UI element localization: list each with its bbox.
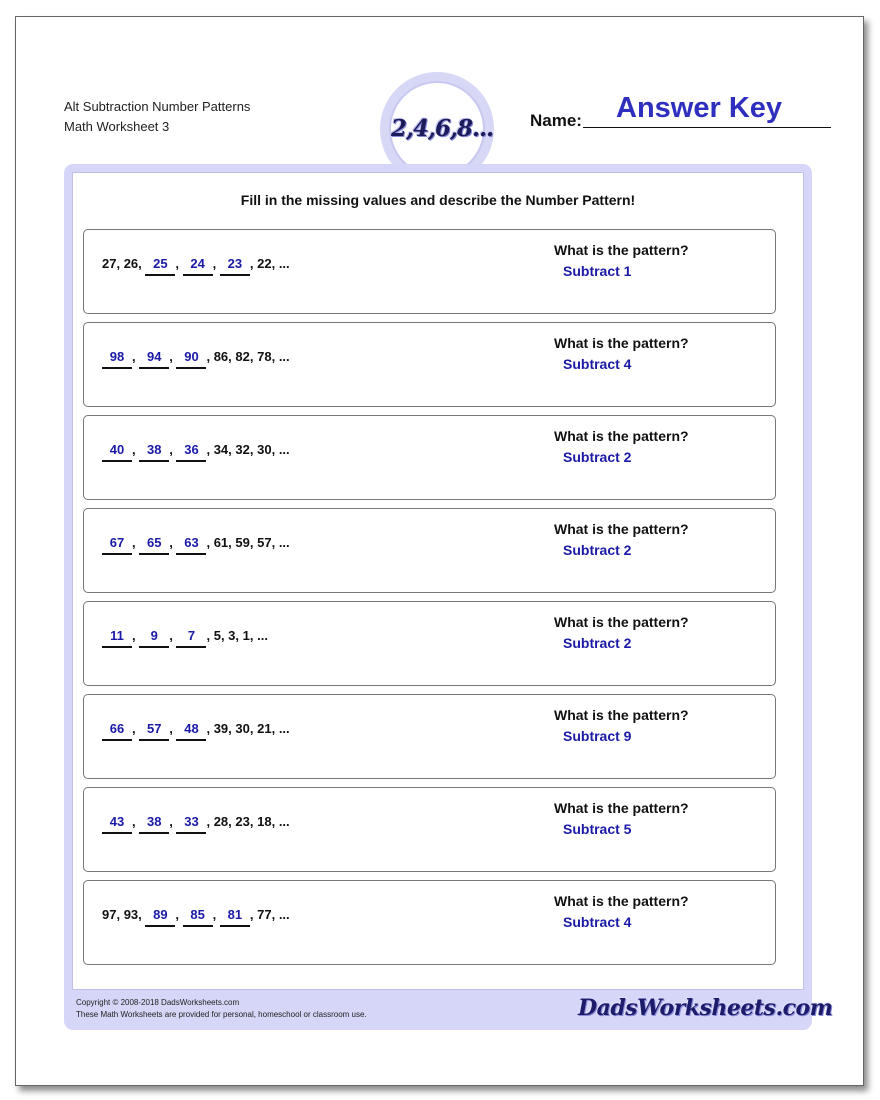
answer-blank[interactable]: 98 (102, 349, 132, 369)
answer-blank[interactable]: 40 (102, 442, 132, 462)
number-sequence: 43 , 38 , 33 , 28, 23, 18, ... (102, 814, 290, 834)
sequence-term: 22 (257, 256, 272, 271)
name-label: Name: (530, 111, 582, 130)
problem-box (83, 880, 776, 965)
sequence-term: 27 (102, 256, 117, 271)
answer-blank[interactable]: 23 (220, 256, 250, 276)
copyright: Copyright © 2008-2018 DadsWorksheets.com (76, 998, 240, 1007)
pattern-question: What is the pattern? (554, 893, 689, 909)
answer-blank[interactable]: 57 (139, 721, 169, 741)
answer-blank[interactable]: 9 (139, 628, 169, 648)
pattern-question: What is the pattern? (554, 428, 689, 444)
pattern-answer[interactable]: Subtract 2 (563, 449, 632, 465)
footer-text (76, 997, 367, 1021)
number-sequence: 66 , 57 , 48 , 39, 30, 21, ... (102, 721, 290, 741)
answer-blank[interactable]: 7 (176, 628, 206, 648)
sequence-term: 3 (228, 628, 236, 643)
number-sequence: 67 , 65 , 63 , 61, 59, 57, ... (102, 535, 290, 555)
answer-blank[interactable]: 81 (220, 907, 250, 927)
answer-blank[interactable]: 38 (139, 442, 169, 462)
sequence-term: 21 (257, 721, 272, 736)
problem-box (83, 322, 776, 407)
usage-notice: These Math Worksheets are provided for personal, homeschool or classroom use. (76, 1010, 367, 1019)
sequence-term: 86 (213, 349, 229, 364)
answer-blank[interactable]: 33 (176, 814, 206, 834)
logo-text: 2,4,6,8... (391, 115, 494, 142)
ellipsis: ... (278, 256, 290, 271)
pattern-answer[interactable]: Subtract 9 (563, 728, 632, 744)
ellipsis: ... (278, 442, 290, 457)
ellipsis: ... (278, 814, 290, 829)
sequence-term: 82 (235, 349, 250, 364)
answer-blank[interactable]: 24 (183, 256, 213, 276)
answer-blank[interactable]: 48 (176, 721, 206, 741)
sequence-term: 39 (213, 721, 229, 736)
sequence-term: 30 (235, 721, 250, 736)
answer-blank[interactable]: 43 (102, 814, 132, 834)
answer-blank[interactable]: 67 (102, 535, 132, 555)
number-sequence: 98 , 94 , 90 , 86, 82, 78, ... (102, 349, 290, 369)
title-line-1: Alt Subtraction Number Patterns (64, 99, 251, 114)
answer-blank[interactable]: 66 (102, 721, 132, 741)
problem-box (83, 601, 776, 686)
sequence-term: 28 (213, 814, 229, 829)
pattern-answer[interactable]: Subtract 2 (563, 635, 632, 651)
answer-key-text: Answer Key (616, 92, 783, 124)
answer-blank[interactable]: 89 (145, 907, 175, 927)
answer-blank[interactable]: 90 (176, 349, 206, 369)
sequence-term: 5 (213, 628, 221, 643)
sequence-term: 78 (257, 349, 272, 364)
instructions: Fill in the missing values and describe the Number Pattern! (240, 192, 636, 208)
sequence-term: 57 (257, 535, 272, 550)
number-sequence: 40 , 38 , 36 , 34, 32, 30, ... (102, 442, 290, 462)
answer-blank[interactable]: 38 (139, 814, 169, 834)
sequence-term: 23 (235, 814, 250, 829)
sequence-term: 61 (213, 535, 229, 550)
dadsworksheets-logo: DadsWorksheets.com (578, 995, 833, 1021)
pattern-question: What is the pattern? (554, 521, 689, 537)
answer-blank[interactable]: 25 (145, 256, 175, 276)
pattern-question: What is the pattern? (554, 614, 689, 630)
pattern-answer[interactable]: Subtract 1 (563, 263, 632, 279)
number-sequence: 11 , 9 , 7 , 5, 3, 1, ... (102, 628, 268, 648)
number-sequence: 27, 26, 25 , 24 , 23 , 22, ... (102, 256, 290, 276)
ellipsis: ... (278, 721, 290, 736)
worksheet-title (64, 97, 250, 137)
sequence-term: 32 (235, 442, 250, 457)
number-sequence: 97, 93, 89 , 85 , 81 , 77, ... (102, 907, 290, 927)
answer-blank[interactable]: 94 (139, 349, 169, 369)
pattern-answer[interactable]: Subtract 4 (563, 914, 632, 930)
name-line (583, 127, 831, 128)
sequence-term: 97 (102, 907, 117, 922)
sequence-term: 26 (123, 256, 139, 271)
ellipsis: ... (278, 349, 290, 364)
answer-blank[interactable]: 85 (183, 907, 213, 927)
title-line-2: Math Worksheet 3 (64, 119, 170, 134)
sequence-term: 59 (235, 535, 250, 550)
sequence-term: 1 (242, 628, 250, 643)
pattern-answer[interactable]: Subtract 5 (563, 821, 632, 837)
logo-inner-circle (389, 81, 494, 177)
problem-box (83, 229, 776, 314)
answer-blank[interactable]: 63 (176, 535, 206, 555)
pattern-answer[interactable]: Subtract 2 (563, 542, 632, 558)
ellipsis: ... (278, 907, 290, 922)
problem-box (83, 787, 776, 872)
sequence-term: 77 (257, 907, 272, 922)
problem-box (83, 508, 776, 593)
sequence-term: 30 (257, 442, 272, 457)
ellipsis: ... (257, 628, 268, 643)
pattern-question: What is the pattern? (554, 707, 689, 723)
sequence-term: 18 (257, 814, 272, 829)
pattern-question: What is the pattern? (554, 242, 689, 258)
pattern-question: What is the pattern? (554, 800, 689, 816)
problem-box (83, 694, 776, 779)
ellipsis: ... (278, 535, 290, 550)
answer-blank[interactable]: 11 (102, 628, 132, 648)
pattern-answer[interactable]: Subtract 4 (563, 356, 632, 372)
answer-blank[interactable]: 65 (139, 535, 169, 555)
pattern-question: What is the pattern? (554, 335, 689, 351)
sequence-term: 34 (213, 442, 229, 457)
problem-box (83, 415, 776, 500)
answer-blank[interactable]: 36 (176, 442, 206, 462)
sequence-term: 93 (123, 907, 139, 922)
